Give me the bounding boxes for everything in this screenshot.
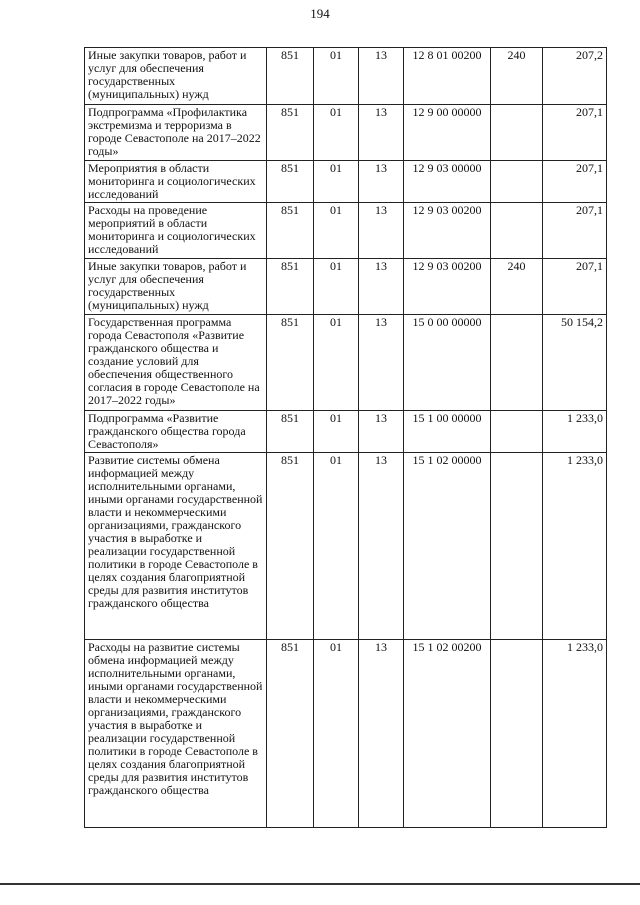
expense-type-code xyxy=(491,453,543,640)
amount: 207,1 xyxy=(543,203,607,259)
subsection-code: 13 xyxy=(359,315,404,411)
section-code: 01 xyxy=(314,640,359,828)
expense-type-code: 240 xyxy=(491,48,543,105)
target-article-code: 15 0 00 00000 xyxy=(404,315,491,411)
expense-type-code xyxy=(491,161,543,203)
expense-name: Развитие системы обмена информацией между исполнительными органами, иными органами государственной власти и некоммерческими организациями, гражданского участия в выработке и реализации государственной политики в городе Севастополе в целях создания благоприятной среды для развития институтов гражданского общества xyxy=(85,453,267,640)
ministry-code: 851 xyxy=(267,48,314,105)
amount: 1 233,0 xyxy=(543,453,607,640)
target-article-code: 12 9 00 00000 xyxy=(404,105,491,161)
subsection-code: 13 xyxy=(359,411,404,453)
expense-type-code xyxy=(491,640,543,828)
ministry-code: 851 xyxy=(267,453,314,640)
amount: 207,1 xyxy=(543,161,607,203)
target-article-code: 15 1 02 00000 xyxy=(404,453,491,640)
target-article-code: 15 1 00 00000 xyxy=(404,411,491,453)
table-row xyxy=(85,48,607,105)
amount: 50 154,2 xyxy=(543,315,607,411)
section-code: 01 xyxy=(314,315,359,411)
ministry-code: 851 xyxy=(267,203,314,259)
ministry-code: 851 xyxy=(267,105,314,161)
amount: 207,1 xyxy=(543,259,607,315)
subsection-code: 13 xyxy=(359,161,404,203)
table-row xyxy=(85,161,607,203)
section-code: 01 xyxy=(314,48,359,105)
expense-name: Расходы на развитие системы обмена информацией между исполнительными органами, иными органами государственной власти и некоммерческими организациями, гражданского участия в выработке и реализации государственной политики в городе Севастополе в целях создания благоприятной среды для развития институтов гражданского общества xyxy=(85,640,267,828)
subsection-code: 13 xyxy=(359,453,404,640)
scan-bottom-edge xyxy=(0,883,640,885)
target-article-code: 12 8 01 00200 xyxy=(404,48,491,105)
table-row xyxy=(85,640,607,828)
ministry-code: 851 xyxy=(267,315,314,411)
subsection-code: 13 xyxy=(359,259,404,315)
subsection-code: 13 xyxy=(359,640,404,828)
amount: 207,1 xyxy=(543,105,607,161)
section-code: 01 xyxy=(314,161,359,203)
expense-name: Иные закупки товаров, работ и услуг для обеспечения государственных (муниципальных) нужд xyxy=(85,259,267,315)
expense-type-code xyxy=(491,203,543,259)
expense-type-code xyxy=(491,315,543,411)
amount: 1 233,0 xyxy=(543,640,607,828)
expense-name: Подпрограмма «Профилактика экстремизма и терроризма в городе Севастополе на 2017–2022 годы» xyxy=(85,105,267,161)
table-row xyxy=(85,259,607,315)
page-number: 194 xyxy=(310,6,330,21)
amount: 207,2 xyxy=(543,48,607,105)
table-row xyxy=(85,411,607,453)
subsection-code: 13 xyxy=(359,105,404,161)
expense-type-code: 240 xyxy=(491,259,543,315)
section-code: 01 xyxy=(314,105,359,161)
table-row xyxy=(85,315,607,411)
subsection-code: 13 xyxy=(359,48,404,105)
ministry-code: 851 xyxy=(267,161,314,203)
table-row xyxy=(85,453,607,640)
target-article-code: 12 9 03 00000 xyxy=(404,161,491,203)
budget-table-body xyxy=(85,48,607,828)
target-article-code: 12 9 03 00200 xyxy=(404,203,491,259)
subsection-code: 13 xyxy=(359,203,404,259)
expense-name: Мероприятия в области мониторинга и социологических исследований xyxy=(85,161,267,203)
section-code: 01 xyxy=(314,411,359,453)
target-article-code: 15 1 02 00200 xyxy=(404,640,491,828)
budget-table xyxy=(84,47,607,828)
target-article-code: 12 9 03 00200 xyxy=(404,259,491,315)
section-code: 01 xyxy=(314,453,359,640)
expense-type-code xyxy=(491,411,543,453)
expense-name: Иные закупки товаров, работ и услуг для обеспечения государственных (муниципальных) нужд xyxy=(85,48,267,105)
amount: 1 233,0 xyxy=(543,411,607,453)
section-code: 01 xyxy=(314,203,359,259)
expense-type-code xyxy=(491,105,543,161)
ministry-code: 851 xyxy=(267,259,314,315)
expense-name: Подпрограмма «Развитие гражданского общества города Севастополя» xyxy=(85,411,267,453)
ministry-code: 851 xyxy=(267,640,314,828)
table-row xyxy=(85,203,607,259)
expense-name: Расходы на проведение мероприятий в области мониторинга и социологических исследований xyxy=(85,203,267,259)
ministry-code: 851 xyxy=(267,411,314,453)
table-row xyxy=(85,105,607,161)
expense-name: Государственная программа города Севастополя «Развитие гражданского общества и создание условий для обеспечения общественного согласия в городе Севастополе на 2017–2022 годы» xyxy=(85,315,267,411)
section-code: 01 xyxy=(314,259,359,315)
